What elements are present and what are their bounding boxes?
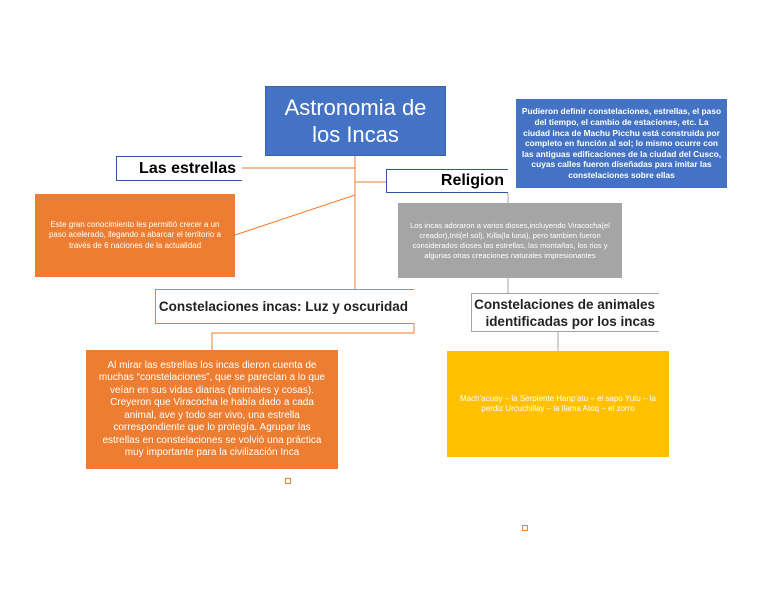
religion-text-node [398,203,622,278]
religion-label-node [386,169,508,193]
constelaciones-text-node [86,350,338,469]
estrellas-label-node [116,156,242,181]
constelaciones-label: Constelaciones incas: Luz y oscuridad [158,299,408,314]
blue-note-node [516,99,727,188]
constelaciones-label-node [155,289,414,324]
estrellas-text-node [35,194,235,277]
animales-label-node [471,293,659,332]
selection-handle-right[interactable] [522,525,528,531]
title-node [265,86,446,156]
title-text: Astronomia de los Incas [284,95,427,147]
animales-text: Mach'acuay – la Serpiente Hanp'atu – el sapo Yutu – la perdiz Urcuchillay – la llama Atoq – el zorro [460,393,656,413]
estrellas-label: Las estrellas [139,159,236,177]
selection-handle-left[interactable] [285,478,291,484]
estrellas-text: Este gran conocimiento les permitió crecer a un paso acelerado, llegando a abarcar el territorio a través de 6 naciones de la actualidad [48,219,222,250]
connector-estrellas-text [235,195,355,235]
religion-text: Los incas adoraron a varios dioses,incluyendo Viracocha(el creador),Inti(el sol), Killa(la luna), pero tambien fueron considerados dioses las estrellas, las montañas, los rios y algunas otras creaciones naturales impresionantes [410,220,610,260]
animales-text-node [447,351,669,457]
animales-label: Constelaciones de animales identificadas por los incas [474,296,655,329]
constelaciones-text: Al mirar las estrellas los incas dieron cuenta de muchas “constelaciones”, que se parecían a lo que veían en sus vidas diarias (animales y cosas). Creyeron que Viracocha le había dado a cada animal, ave y todo ser vivo, una estrella correspondiente que lo protegía. Agrupar las estrellas en constelaciones se volvió una práctica muy importante para la civilización Inca [98,359,326,458]
blue-note-text: Pudieron definir constelaciones, estrellas, el paso del tiempo, el cambio de estaciones, etc. La ciudad inca de Machu Picchu está construida por completo en función al sol; lo mismo ocurre con las antiguas edificaciones de la ciudad del Cusco, cuyas calles fueron diseñadas para imitar las constelaciones sobre ellas [521,106,722,180]
religion-label: Religion [440,172,504,189]
connector-orange-main [212,324,414,350]
